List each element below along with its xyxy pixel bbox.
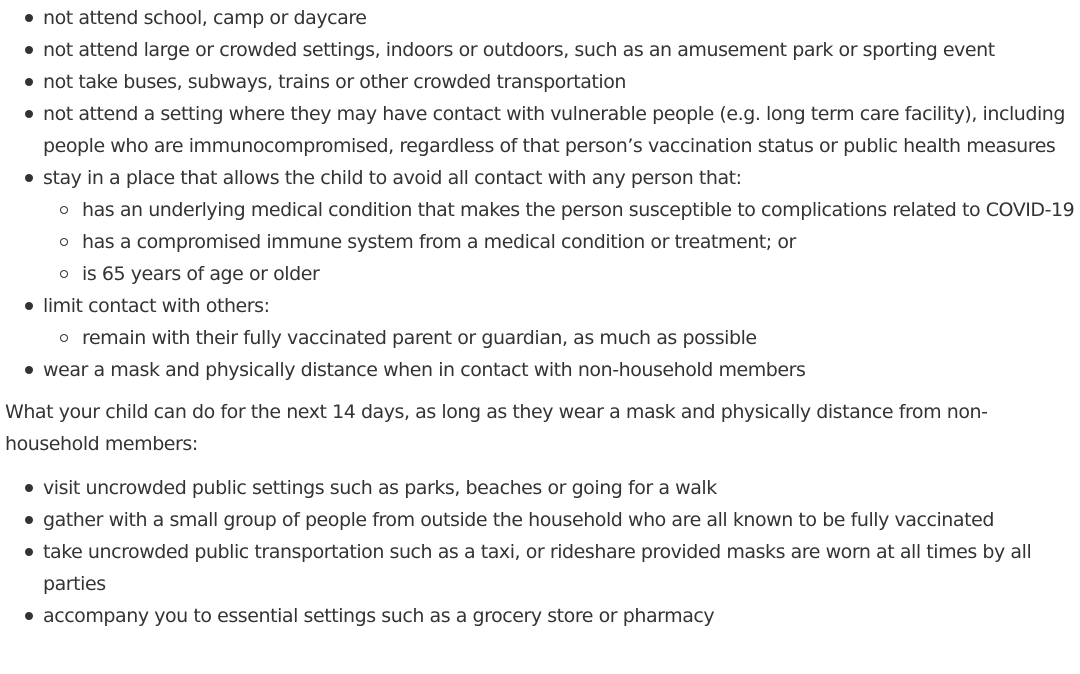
list-item [5,290,1080,354]
list-item-text: not attend a setting where they may have contact with vulnerable people (e.g. long term care facility), including people who are immunocompromised, regardless of that person’s vaccination status or public health measures [43,103,1066,157]
list-item-text: visit uncrowded public settings such as parks, beaches or going for a walk [43,477,717,499]
list-item [5,98,1080,162]
sublist [43,194,1080,290]
restrictions-list [5,2,1080,386]
list-item [5,536,1080,600]
list-item [5,162,1080,290]
list-item [5,472,1080,504]
allowed-activities-list [5,472,1080,632]
list-item-text: wear a mask and physically distance when in contact with non-household members [43,359,806,381]
sublist-item [43,322,1080,354]
sublist-item [43,258,1080,290]
sublist [43,322,1080,354]
list-item [5,66,1080,98]
list-item-text: gather with a small group of people from outside the household who are all known to be fully vaccinated [43,509,994,531]
bullet-dot-icon [25,548,33,556]
list-item [5,2,1080,34]
list-item [5,34,1080,66]
bullet-dot-icon [25,516,33,524]
bullet-circle-icon [60,238,68,246]
sublist-item-text: remain with their fully vaccinated parent or guardian, as much as possible [82,327,757,349]
bullet-dot-icon [25,366,33,374]
sublist-item [43,226,1080,258]
list-item-text: not attend school, camp or daycare [43,7,367,29]
list-item [5,600,1080,632]
bullet-dot-icon [25,110,33,118]
sublist-item-text: has an underlying medical condition that makes the person susceptible to complications related to COVID-19 [82,199,1075,221]
bullet-dot-icon [25,612,33,620]
list-item-text: limit contact with others: [43,295,270,317]
sublist-item [43,194,1080,226]
list-item-text: take uncrowded public transportation such as a taxi, or rideshare provided masks are worn at all times by all parties [43,541,1032,595]
list-item-text: accompany you to essential settings such as a grocery store or pharmacy [43,605,715,627]
intro-paragraph: What your child can do for the next 14 days, as long as they wear a mask and physically distance from non-household members: [5,401,988,455]
bullet-dot-icon [25,46,33,54]
list-item-text: not take buses, subways, trains or other crowded transportation [43,71,627,93]
list-item-text: not attend large or crowded settings, indoors or outdoors, such as an amusement park or sporting event [43,39,995,61]
sublist-item-text: is 65 years of age or older [82,263,320,285]
sublist-item-text: has a compromised immune system from a medical condition or treatment; or [82,231,796,253]
list-item-text: stay in a place that allows the child to avoid all contact with any person that: [43,167,742,189]
bullet-circle-icon [60,334,68,342]
list-item [5,504,1080,536]
bullet-circle-icon [60,206,68,214]
bullet-dot-icon [25,484,33,492]
bullet-dot-icon [25,14,33,22]
bullet-dot-icon [25,302,33,310]
bullet-circle-icon [60,270,68,278]
bullet-dot-icon [25,174,33,182]
list-item [5,354,1080,386]
bullet-dot-icon [25,78,33,86]
